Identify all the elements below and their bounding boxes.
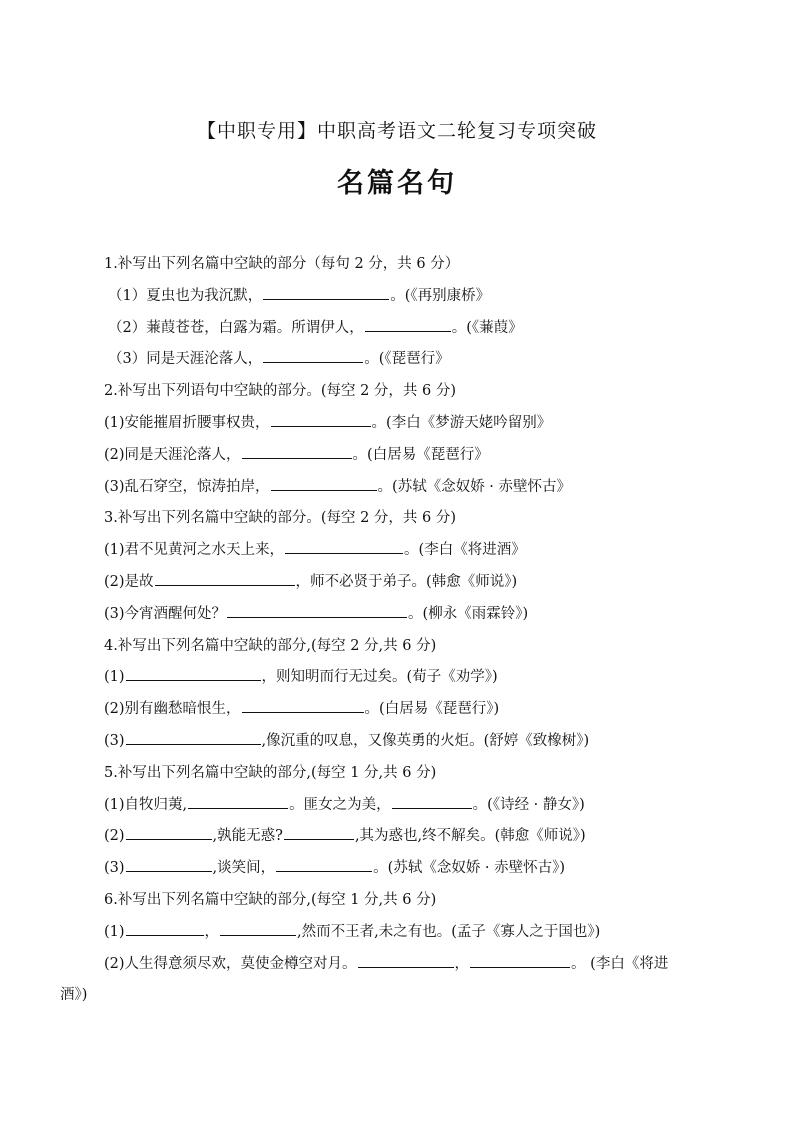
- document-title: 名篇名句: [337, 168, 457, 199]
- answer-blank[interactable]: [126, 825, 212, 840]
- question-2-item-3: (3)乱石穿空，惊涛拍岸， 。(苏轼《念奴娇 · 赤壁怀古》: [60, 472, 740, 504]
- answer-blank[interactable]: [276, 857, 372, 872]
- question-4-heading: 4.补写出下列名篇中空缺的部分,(每空 2 分,共 6 分): [104, 637, 437, 654]
- answer-blank[interactable]: [271, 476, 377, 491]
- question-4-item-3: (3) ,像沉重的叹息，又像英勇的火炬。(舒婷《致橡树》): [60, 726, 740, 758]
- question-3-heading: 3.补写出下列名篇中空缺的部分。(每空 2 分，共 6 分): [104, 510, 457, 527]
- question-2-item-1: (1)安能摧眉折腰事权贵， 。(李白《梦游天姥吟留别》: [60, 408, 740, 440]
- question-3-item-2: (2)是故 ，师不必贤于弟子。(韩愈《师说》): [60, 567, 740, 599]
- question-body: [60, 249, 740, 1012]
- question-1-heading: 1.补写出下列名篇中空缺的部分（每句 2 分，共 6 分）: [104, 256, 460, 272]
- answer-blank[interactable]: [470, 953, 570, 968]
- answer-blank[interactable]: [220, 921, 296, 936]
- question-2-item-2: (2)同是天涯沦落人， 。(白居易《琵琶行》: [60, 440, 740, 472]
- question-1-item-1: （1）夏虫也为我沉默， 。(《再别康桥》: [60, 281, 740, 313]
- answer-blank[interactable]: [365, 317, 451, 332]
- question-1-item-2: （2）蒹葭苍苍，白露为霜。所谓伊人， 。(《蒹葭》: [60, 313, 740, 345]
- question-5-item-2: (2) ,孰能无惑? ,其为惑也,终不解矣。(韩愈《师说》): [60, 821, 740, 853]
- question-1-item-3: （3）同是天涯沦落人， 。(《琵琶行》: [60, 344, 740, 376]
- question-4-item-1: (1) ，则知明而行无过矣。(荀子《劝学》): [60, 662, 740, 694]
- question-3-item-1: (1)君不见黄河之水天上来， 。(李白《将进酒》: [60, 535, 740, 567]
- answer-blank[interactable]: [126, 730, 261, 745]
- question-2-heading: 2.补写出下列语句中空缺的部分。(每空 2 分，共 6 分): [104, 383, 457, 400]
- answer-blank[interactable]: [263, 348, 363, 363]
- answer-blank[interactable]: [271, 412, 371, 427]
- answer-blank[interactable]: [126, 921, 204, 936]
- answer-blank[interactable]: [263, 285, 389, 300]
- answer-blank[interactable]: [155, 571, 295, 586]
- answer-blank[interactable]: [227, 603, 407, 618]
- answer-blank[interactable]: [126, 857, 212, 872]
- answer-blank[interactable]: [392, 794, 472, 809]
- question-3-item-3: (3)今宵酒醒何处？ 。(柳永《雨霖铃》): [60, 599, 740, 631]
- question-5-heading: 5.补写出下列名篇中空缺的部分,(每空 1 分,共 6 分): [104, 764, 437, 781]
- question-4-item-2: (2)别有幽愁暗恨生， 。(白居易《琵琶行》): [60, 694, 740, 726]
- answer-blank[interactable]: [284, 825, 354, 840]
- question-6-item-1: (1) ， ,然而不王者,未之有也。(孟子《寡人之于国也》): [60, 917, 740, 949]
- answer-blank[interactable]: [285, 539, 403, 554]
- question-6-heading: 6.补写出下列名篇中空缺的部分,(每空 1 分,共 6 分): [104, 891, 437, 908]
- question-5-item-1: (1)自牧归荑, 。匪女之为美， 。(《诗经 · 静女》): [60, 790, 740, 822]
- answer-blank[interactable]: [358, 953, 454, 968]
- question-6-item-2: (2)人生得意须尽欢，莫使金樽空对月。 ， 。 (李白《将进: [60, 949, 740, 981]
- question-6-item-2-continued: 酒》): [60, 987, 88, 1004]
- answer-blank[interactable]: [242, 444, 352, 459]
- question-5-item-3: (3) ,谈笑间， 。(苏轼《念奴娇 · 赤壁怀古》): [60, 853, 740, 885]
- answer-blank[interactable]: [242, 698, 364, 713]
- document-subtitle: 【中职专用】中职高考语文二轮复习专项突破: [196, 120, 597, 142]
- answer-blank[interactable]: [126, 666, 261, 681]
- answer-blank[interactable]: [188, 794, 288, 809]
